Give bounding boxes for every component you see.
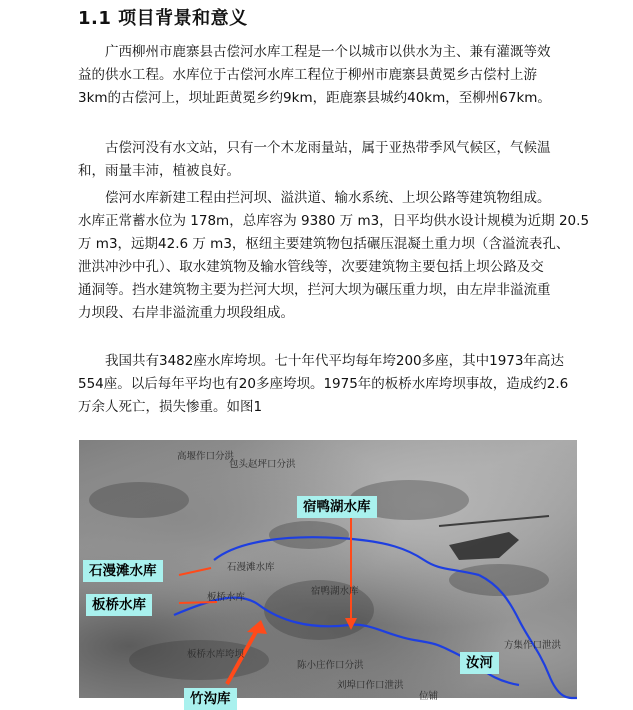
paragraph-line: 水库正常蓄水位为 178m，总库容为 9380 万 m3，日平均供水设计规模为近期 20.5 [78,213,590,229]
arrow-icon [179,568,211,575]
map-text: 板桥水库垮坝 [187,649,245,660]
helicopter-icon [439,516,549,560]
reservoir-map-figure [79,440,577,707]
paragraph-line: 益的供水工程。水库位于古偿河水库工程位于柳州市鹿寨县黄冕乡古偿村上游 [78,67,537,83]
label-suyahu-reservoir: 宿鸭湖水库 [297,496,377,518]
paragraph-line: 力坝段、右岸非溢流重力坝段组成。 [78,305,294,321]
paragraph-line: 和，雨量丰沛，植被良好。 [78,163,240,179]
map-text: 宿鸭湖水库 [311,586,359,597]
paragraph-line: 我国共有3482座水库垮坝。七十年代平均每年垮200多座，其中1973年高达 [105,353,564,369]
paragraph-line: 泄洪冲沙中孔）、取水建筑物及输水管线等，次要建筑物主要包括上坝公路及交 [78,259,544,275]
paragraph-line: 554座。以后每年平均也有20多座垮坝。1975年的板桥水库垮坝事故，造成约2.6 [78,376,569,392]
paragraph-line: 3km的古偿河上，坝址距黄冕乡约9km，距鹿寨县城约40km，至柳州67km。 [78,90,551,106]
map-text: 包头赵坪口分洪 [229,459,296,470]
map-text: 陈小庄作口分洪 [297,660,364,671]
label-banqiao-reservoir: 板桥水库 [86,594,152,616]
map-text: 方集作口泄洪 [504,640,562,651]
section-number: 1.1 [78,8,112,29]
map-text: 位铺 [419,691,439,702]
map-text: 高堰作口分洪 [177,451,235,462]
paragraph-1 [78,41,578,110]
paragraph-line: 古偿河没有水文站，只有一个木龙雨量站，属于亚热带季风气候区，气候温 [105,140,551,156]
paragraph-2 [78,137,578,183]
paragraph-line: 万余人死亡，损失惨重。如图1 [78,399,263,415]
map-text: 板桥水库 [207,592,246,603]
paragraph-3 [78,187,590,325]
map-text: 石漫滩水库 [227,562,275,573]
paragraph-line: 广西柳州市鹿寨县古偿河水库工程是一个以城市以供水为主、兼有灌溉等效 [105,44,551,60]
label-shimantan-reservoir: 石漫滩水库 [83,560,163,582]
label-bottom-reservoir: 竹沟库 [184,688,237,710]
paragraph-line: 偿河水库新建工程由拦河坝、溢洪道、输水系统、上坝公路等建筑物组成。 [105,190,551,206]
label-ru-river: 汝河 [460,652,499,674]
paragraph-line: 万 m3，远期42.6 万 m3，枢纽主要建筑物包括碾压混凝土重力坝（含溢流表孔、 [78,236,570,252]
paragraph-line: 通洞等。挡水建筑物主要为拦河大坝，拦河大坝为碾压重力坝，由左岸非溢流重 [78,282,551,298]
arrow-icon [247,620,267,634]
map-text: 刘埠口作口泄洪 [337,680,404,691]
section-title: 项目背景和意义 [118,8,248,29]
paragraph-4 [78,350,578,419]
section-heading [78,4,248,30]
